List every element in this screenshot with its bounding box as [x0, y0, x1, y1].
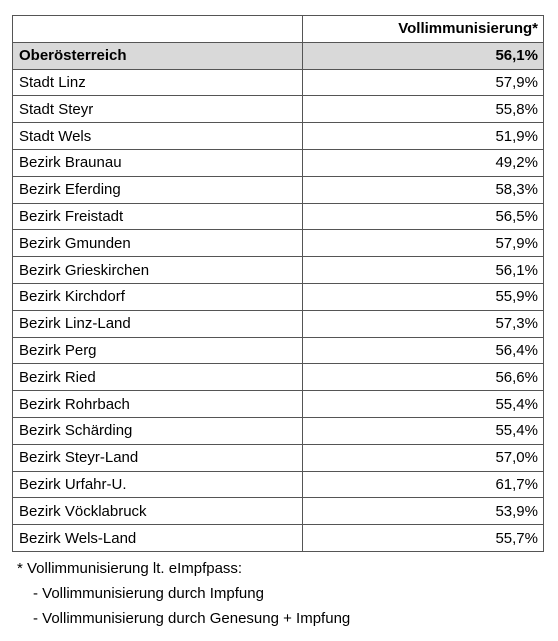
row-name-cell: Bezirk Ried — [13, 364, 303, 391]
immunization-table — [12, 15, 544, 552]
row-value-cell: 55,7% — [303, 525, 544, 552]
row-value-cell: 55,4% — [303, 417, 544, 444]
row-value-cell: 57,9% — [303, 230, 544, 257]
header-value-cell: Vollimmunisierung* — [303, 16, 544, 43]
table-row — [13, 364, 544, 391]
row-value-cell: 49,2% — [303, 149, 544, 176]
row-name-cell: Bezirk Vöcklabruck — [13, 498, 303, 525]
table-row — [13, 417, 544, 444]
row-value-cell: 56,5% — [303, 203, 544, 230]
table-row — [13, 123, 544, 150]
footnote-line: - Vollimmunisierung durch Impfung — [33, 585, 264, 602]
table-row — [13, 525, 544, 552]
table-row — [13, 498, 544, 525]
total-value-cell: 56,1% — [303, 42, 544, 69]
row-name-cell: Bezirk Rohrbach — [13, 391, 303, 418]
row-name-cell: Bezirk Schärding — [13, 417, 303, 444]
table-row — [13, 96, 544, 123]
table-row — [13, 337, 544, 364]
row-value-cell: 55,8% — [303, 96, 544, 123]
row-name-cell: Bezirk Grieskirchen — [13, 257, 303, 284]
row-value-cell: 58,3% — [303, 176, 544, 203]
row-value-cell: 53,9% — [303, 498, 544, 525]
table-row — [13, 444, 544, 471]
table-header-row — [13, 16, 544, 43]
row-value-cell: 55,9% — [303, 283, 544, 310]
row-name-cell: Stadt Wels — [13, 123, 303, 150]
total-name-cell: Oberösterreich — [13, 42, 303, 69]
table-row — [13, 230, 544, 257]
row-name-cell: Bezirk Steyr-Land — [13, 444, 303, 471]
row-value-cell: 56,1% — [303, 257, 544, 284]
row-value-cell: 51,9% — [303, 123, 544, 150]
table-row — [13, 391, 544, 418]
row-name-cell: Bezirk Gmunden — [13, 230, 303, 257]
row-name-cell: Bezirk Linz-Land — [13, 310, 303, 337]
table-row — [13, 176, 544, 203]
header-name-cell — [13, 16, 303, 43]
row-value-cell: 56,4% — [303, 337, 544, 364]
row-value-cell: 57,0% — [303, 444, 544, 471]
row-name-cell: Bezirk Urfahr-U. — [13, 471, 303, 498]
total-row — [13, 42, 544, 69]
row-value-cell: 57,9% — [303, 69, 544, 96]
row-name-cell: Bezirk Perg — [13, 337, 303, 364]
footnote-line: - Vollimmunisierung durch Genesung + Impfung — [33, 610, 351, 627]
row-name-cell: Bezirk Eferding — [13, 176, 303, 203]
table-row — [13, 149, 544, 176]
row-name-cell: Stadt Steyr — [13, 96, 303, 123]
row-name-cell: Bezirk Braunau — [13, 149, 303, 176]
row-name-cell: Bezirk Wels-Land — [13, 525, 303, 552]
row-name-cell: Bezirk Kirchdorf — [13, 283, 303, 310]
table-row — [13, 257, 544, 284]
row-name-cell: Bezirk Freistadt — [13, 203, 303, 230]
row-value-cell: 61,7% — [303, 471, 544, 498]
footnote — [17, 556, 350, 631]
row-name-cell: Stadt Linz — [13, 69, 303, 96]
row-value-cell: 57,3% — [303, 310, 544, 337]
table-row — [13, 283, 544, 310]
row-value-cell: 55,4% — [303, 391, 544, 418]
row-value-cell: 56,6% — [303, 364, 544, 391]
table-row — [13, 310, 544, 337]
table-row — [13, 471, 544, 498]
table-row — [13, 203, 544, 230]
footnote-title: * Vollimmunisierung lt. eImpfpass: — [17, 560, 243, 577]
table-row — [13, 69, 544, 96]
